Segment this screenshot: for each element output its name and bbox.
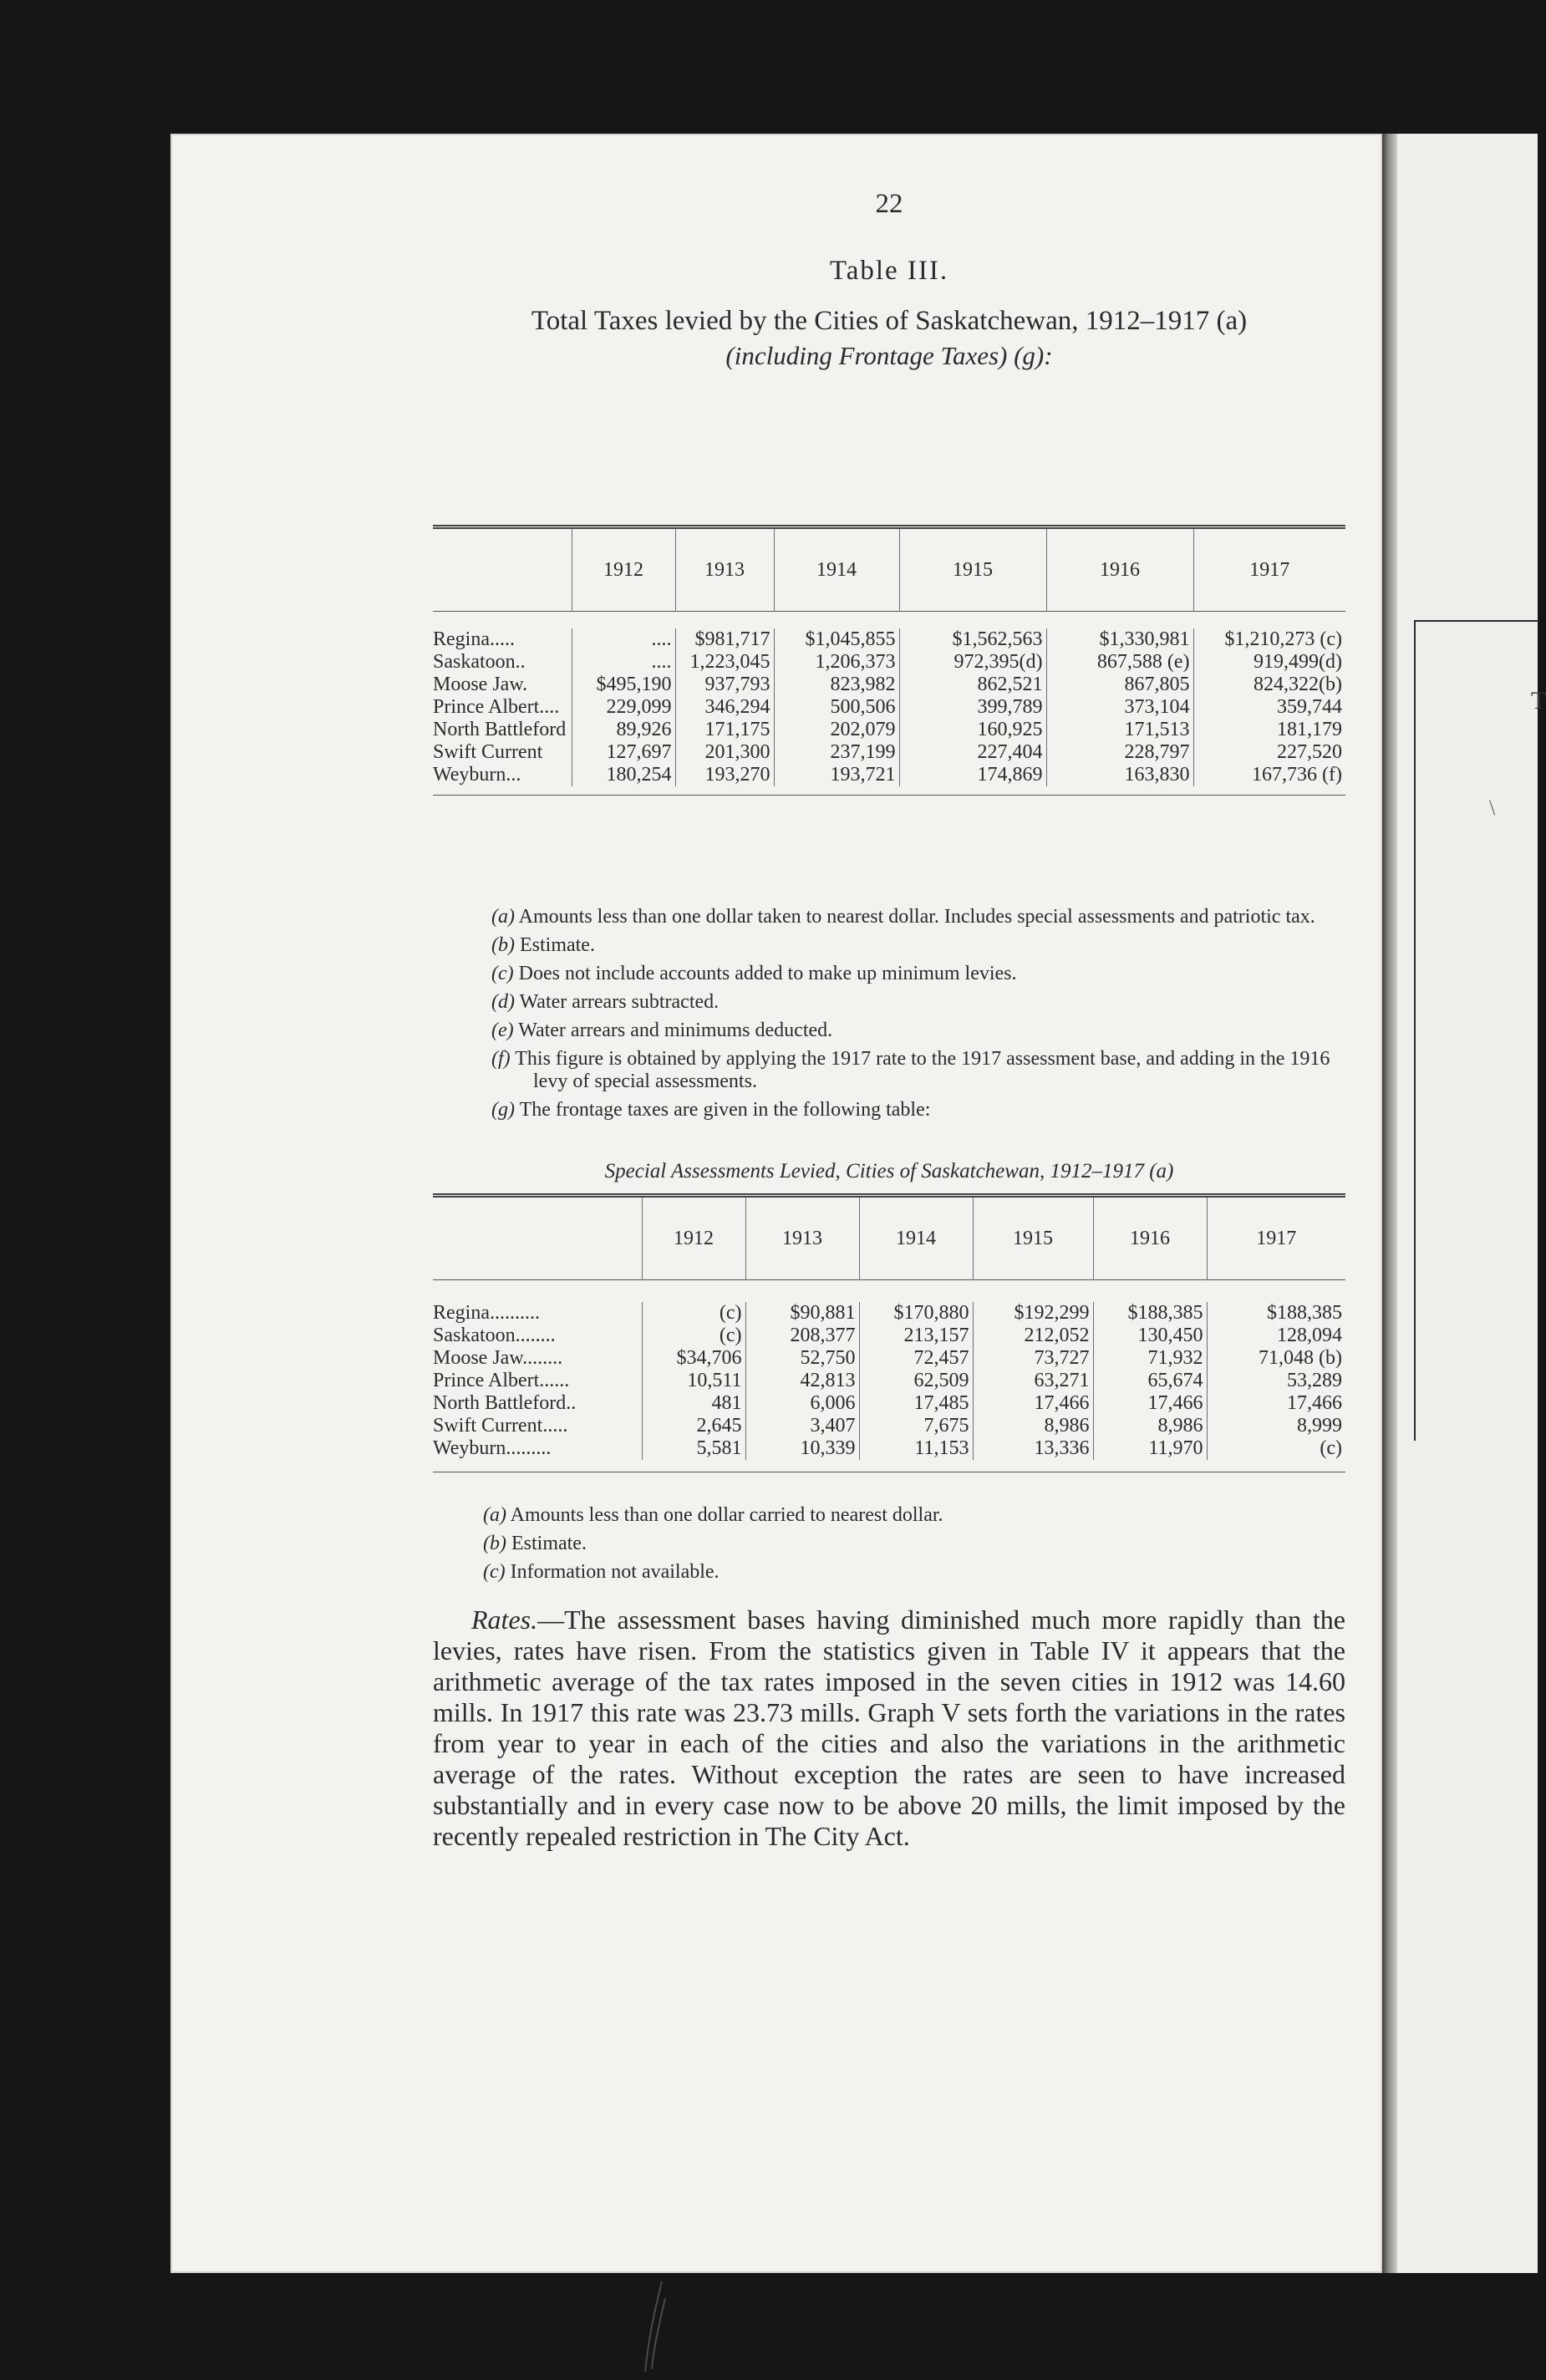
table-cell: 17,466 bbox=[973, 1392, 1093, 1415]
table-cell: 42,813 bbox=[745, 1370, 859, 1392]
table-cell: 52,750 bbox=[745, 1347, 859, 1370]
table-row bbox=[433, 1437, 1345, 1460]
table-cell: 17,485 bbox=[859, 1392, 973, 1415]
book-binding bbox=[1382, 134, 1397, 2273]
table-caption: Total Taxes levied by the Cities of Saskatchewan, 1912–1917 (a) bbox=[531, 306, 1248, 336]
table-row bbox=[433, 1392, 1345, 1415]
column-header: 1912 bbox=[572, 527, 675, 612]
table-cell: $90,881 bbox=[745, 1302, 859, 1325]
table-cell: 227,520 bbox=[1193, 741, 1345, 764]
table-cell: 130,450 bbox=[1093, 1325, 1207, 1347]
table-cell: 227,404 bbox=[899, 741, 1046, 764]
table-row bbox=[433, 719, 1345, 741]
table-label: Table III. bbox=[829, 256, 949, 286]
row-label: North Battleford bbox=[433, 719, 567, 740]
table-cell: 13,336 bbox=[973, 1437, 1093, 1460]
table-cell: 359,744 bbox=[1193, 696, 1345, 719]
table-cell: 208,377 bbox=[745, 1325, 859, 1347]
table-cell: 180,254 bbox=[572, 764, 675, 786]
table-cell: 228,797 bbox=[1046, 741, 1193, 764]
column-header: 1914 bbox=[774, 527, 899, 612]
table-cell: 63,271 bbox=[973, 1370, 1093, 1392]
table-cell: 6,006 bbox=[745, 1392, 859, 1415]
table-cell: 167,736 (f) bbox=[1193, 764, 1345, 786]
table-row bbox=[433, 1325, 1345, 1347]
table-cell: 62,509 bbox=[859, 1370, 973, 1392]
facing-page-box bbox=[1414, 620, 1539, 1441]
table-cell: 11,970 bbox=[1093, 1437, 1207, 1460]
table-cell: $1,562,563 bbox=[899, 628, 1046, 651]
table-cell: $34,706 bbox=[642, 1347, 745, 1370]
row-label: Prince Albert.... bbox=[433, 696, 560, 718]
footnote: (b) Estimate. bbox=[483, 1533, 587, 1554]
table-cell: 1,206,373 bbox=[774, 651, 899, 674]
table-cell: 193,270 bbox=[675, 764, 774, 786]
table-cell: 73,727 bbox=[973, 1347, 1093, 1370]
table-cell: 237,199 bbox=[774, 741, 899, 764]
row-label: Swift Current..... bbox=[433, 1415, 568, 1437]
column-header: 1915 bbox=[973, 1196, 1093, 1280]
table-cell: $188,385 bbox=[1207, 1302, 1345, 1325]
table-row bbox=[433, 1302, 1345, 1325]
table-notes bbox=[491, 906, 1345, 1127]
row-label: Swift Current bbox=[433, 741, 543, 763]
table-cell: 181,179 bbox=[1193, 719, 1345, 741]
footnote: (a) Amounts less than one dollar carried to nearest dollar. bbox=[483, 1504, 943, 1526]
row-label: Weyburn......... bbox=[433, 1437, 552, 1459]
table-row bbox=[433, 651, 1345, 674]
table-cell: 71,048 (b) bbox=[1207, 1347, 1345, 1370]
table-cell: 862,521 bbox=[899, 674, 1046, 696]
table-cell: $495,190 bbox=[572, 674, 675, 696]
table-row bbox=[433, 741, 1345, 764]
table-subcaption: (including Frontage Taxes) (g): bbox=[725, 341, 1053, 370]
table-cell: .... bbox=[572, 651, 675, 674]
table-cell: $170,880 bbox=[859, 1302, 973, 1325]
table-cell: 202,079 bbox=[774, 719, 899, 741]
table-cell: 481 bbox=[642, 1392, 745, 1415]
table-cell: $1,210,273 (c) bbox=[1193, 628, 1345, 651]
row-label: Saskatoon.. bbox=[433, 651, 526, 673]
table-cell: 163,830 bbox=[1046, 764, 1193, 786]
footnote: (c) Information not available. bbox=[483, 1561, 720, 1583]
table-cell: 229,099 bbox=[572, 696, 675, 719]
row-label: Moose Jaw........ bbox=[433, 1347, 563, 1369]
table-cell: 174,869 bbox=[899, 764, 1046, 786]
table-cell: 10,511 bbox=[642, 1370, 745, 1392]
table-cell: 17,466 bbox=[1207, 1392, 1345, 1415]
table-cell: 160,925 bbox=[899, 719, 1046, 741]
column-header: 1913 bbox=[675, 527, 774, 612]
table-cell: 867,805 bbox=[1046, 674, 1193, 696]
table-header-row bbox=[433, 1196, 1345, 1280]
table-cell: 1,223,045 bbox=[675, 651, 774, 674]
table-row bbox=[433, 1347, 1345, 1370]
facing-page-tick: \ bbox=[1489, 796, 1496, 820]
column-header: 1916 bbox=[1093, 1196, 1207, 1280]
table-cell: .... bbox=[572, 628, 675, 651]
column-header: 1917 bbox=[1207, 1196, 1345, 1280]
facing-page-letter: T bbox=[1531, 687, 1546, 715]
table-cell: 128,094 bbox=[1207, 1325, 1345, 1347]
table-cell: 193,721 bbox=[774, 764, 899, 786]
table-cell: (c) bbox=[642, 1325, 745, 1347]
row-label: Regina..... bbox=[433, 628, 515, 650]
row-label: Moose Jaw. bbox=[433, 674, 528, 695]
table-cell: 2,645 bbox=[642, 1415, 745, 1437]
column-header: 1914 bbox=[859, 1196, 973, 1280]
table-body bbox=[433, 612, 1345, 796]
table-cell: $1,330,981 bbox=[1046, 628, 1193, 651]
table-header-row bbox=[433, 527, 1345, 612]
table-cell: 824,322(b) bbox=[1193, 674, 1345, 696]
footnote: (g) The frontage taxes are given in the following table: bbox=[491, 1099, 931, 1121]
column-header: 1912 bbox=[642, 1196, 745, 1280]
table-cell: 399,789 bbox=[899, 696, 1046, 719]
row-label: Saskatoon........ bbox=[433, 1325, 556, 1346]
table-cell: 8,986 bbox=[1093, 1415, 1207, 1437]
table-cell: (c) bbox=[642, 1302, 745, 1325]
table-cell: 937,793 bbox=[675, 674, 774, 696]
row-label: North Battleford.. bbox=[433, 1392, 577, 1414]
table-cell: 213,157 bbox=[859, 1325, 973, 1347]
table-cell: 10,339 bbox=[745, 1437, 859, 1460]
table-cell: 972,395(d) bbox=[899, 651, 1046, 674]
special-table-notes bbox=[483, 1504, 1345, 1589]
rates-heading: Rates. bbox=[471, 1604, 538, 1635]
rates-paragraph bbox=[433, 1604, 1345, 1852]
table-row bbox=[433, 1415, 1345, 1437]
table-cell: 8,999 bbox=[1207, 1415, 1345, 1437]
footnote: (d) Water arrears subtracted. bbox=[491, 991, 720, 1013]
table-cell: $188,385 bbox=[1093, 1302, 1207, 1325]
table-cell: 72,457 bbox=[859, 1347, 973, 1370]
stub-header bbox=[433, 1196, 642, 1280]
table-cell: 919,499(d) bbox=[1193, 651, 1345, 674]
special-assessments-table bbox=[433, 1193, 1345, 1472]
footnote: (c) Does not include accounts added to make up minimum levies. bbox=[491, 963, 1017, 984]
table-row bbox=[433, 696, 1345, 719]
table-cell: 127,697 bbox=[572, 741, 675, 764]
column-header: 1915 bbox=[899, 527, 1046, 612]
page-number: 22 bbox=[875, 189, 903, 219]
table-cell: 201,300 bbox=[675, 741, 774, 764]
special-table-caption: Special Assessments Levied, Cities of Saskatchewan, 1912–1917 (a) bbox=[604, 1160, 1174, 1182]
column-header: 1913 bbox=[745, 1196, 859, 1280]
table-cell: 212,052 bbox=[973, 1325, 1093, 1347]
table-cell: 8,986 bbox=[973, 1415, 1093, 1437]
footnote: (b) Estimate. bbox=[491, 934, 595, 956]
table-cell: 500,506 bbox=[774, 696, 899, 719]
table-cell: 89,926 bbox=[572, 719, 675, 741]
table-cell: 7,675 bbox=[859, 1415, 973, 1437]
table-row bbox=[433, 1370, 1345, 1392]
row-label: Prince Albert...... bbox=[433, 1370, 570, 1391]
table-cell: 5,581 bbox=[642, 1437, 745, 1460]
table-cell: 346,294 bbox=[675, 696, 774, 719]
table-cell: $1,045,855 bbox=[774, 628, 899, 651]
table-cell: 17,466 bbox=[1093, 1392, 1207, 1415]
table-cell: (c) bbox=[1207, 1437, 1345, 1460]
table-cell: 65,674 bbox=[1093, 1370, 1207, 1392]
table-cell: 171,513 bbox=[1046, 719, 1193, 741]
table-cell: 867,588 (e) bbox=[1046, 651, 1193, 674]
pen-mark bbox=[643, 2281, 669, 2373]
row-label: Regina.......... bbox=[433, 1302, 540, 1324]
column-header: 1917 bbox=[1193, 527, 1345, 612]
table-cell: 71,932 bbox=[1093, 1347, 1207, 1370]
table-cell: 171,175 bbox=[675, 719, 774, 741]
table-body bbox=[433, 1280, 1345, 1472]
footnote: (a) Amounts less than one dollar taken to nearest dollar. Includes special assessments and patriotic tax. bbox=[491, 906, 1315, 928]
total-taxes-table bbox=[433, 525, 1345, 796]
footnote: (e) Water arrears and minimums deducted. bbox=[491, 1020, 833, 1041]
column-header: 1916 bbox=[1046, 527, 1193, 612]
page-content bbox=[433, 0, 1345, 2380]
stub-header bbox=[433, 527, 572, 612]
table-cell: $981,717 bbox=[675, 628, 774, 651]
table-row bbox=[433, 764, 1345, 786]
table-row bbox=[433, 628, 1345, 651]
table-cell: 3,407 bbox=[745, 1415, 859, 1437]
footnote: (f) This figure is obtained by applying the 1917 rate to the 1917 assessment base, and adding in the 1916 levy of special assessments. bbox=[491, 1048, 1330, 1092]
table-row bbox=[433, 674, 1345, 696]
row-label: Weyburn... bbox=[433, 764, 521, 786]
table-cell: 11,153 bbox=[859, 1437, 973, 1460]
rates-text: —The assessment bases having diminished much more rapidly than the levies, rates have risen. From the statistics given in Table IV it appears that the arithmetic average of the tax rates imposed in the seven cities in 1912 was 14.60 mills. In 1917 this rate was 23.73 mills. Graph V sets forth the variations in the rates from year to year in each of the cities and also the variations in the arithmetic average of the rates. Without exception the rates are seen to have increased substantially and in every case now to be above 20 mills, the limit imposed by the recently repealed restriction in The City Act. bbox=[433, 1604, 1345, 1851]
table-cell: 823,982 bbox=[774, 674, 899, 696]
table-cell: $192,299 bbox=[973, 1302, 1093, 1325]
table-cell: 373,104 bbox=[1046, 696, 1193, 719]
table-cell: 53,289 bbox=[1207, 1370, 1345, 1392]
